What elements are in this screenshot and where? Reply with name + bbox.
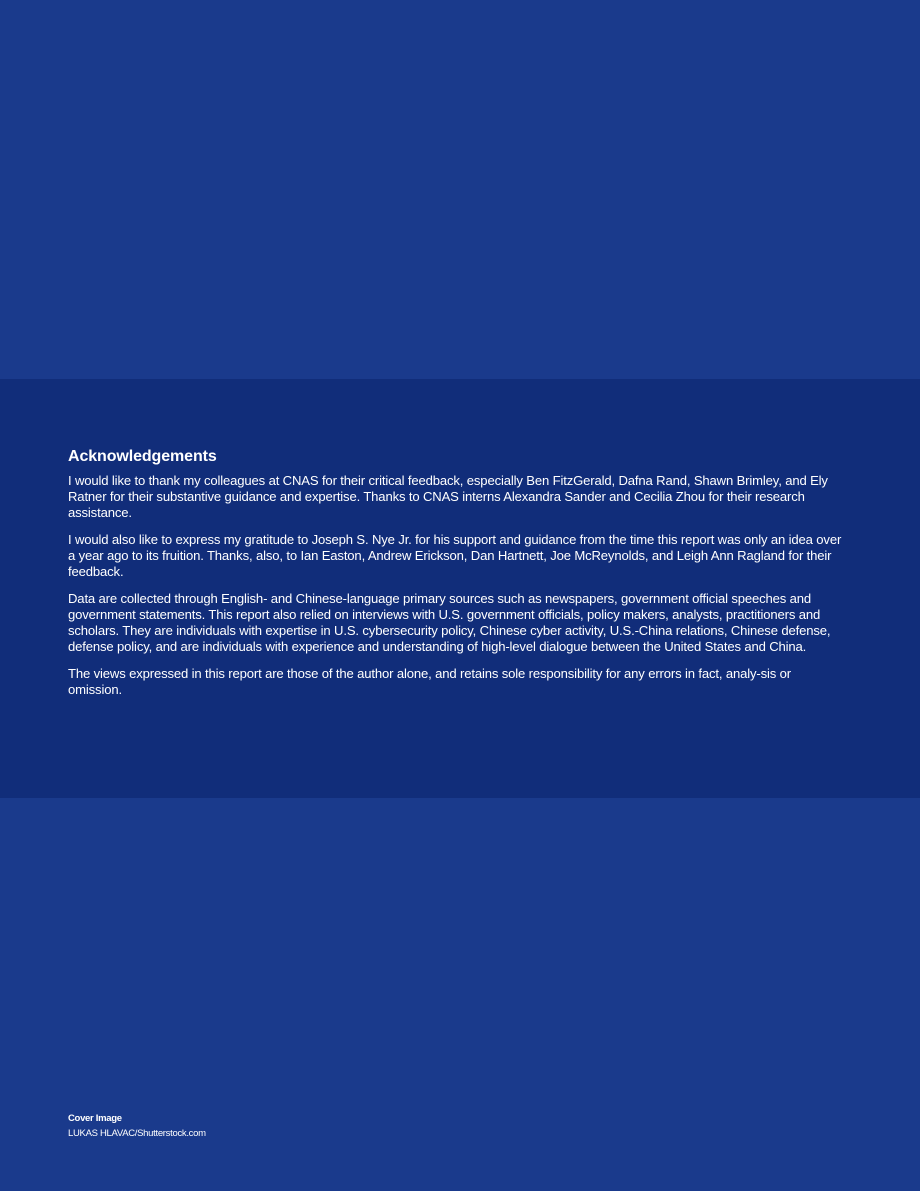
acknowledgements-paragraph: I would also like to express my gratitude to Joseph S. Nye Jr. for his support and guidance from the time this report was only an idea over a year ago to its fruition. Thanks, also, to Ian Easton, Andrew Erickson, Dan Hartnett, Joe McReynolds, and Leigh Ann Ragland for their feedback. xyxy=(68,532,842,579)
acknowledgements-paragraph: I would like to thank my colleagues at CNAS for their critical feedback, especially Ben FitzGerald, Dafna Rand, Shawn Brimley, and Ely Ratner for their substantive guidance and expertise. Thanks to CNAS interns Alexandra Sander and Cecilia Zhou for their research assistance. xyxy=(68,473,828,520)
acknowledgements-section xyxy=(68,446,843,709)
cover-image-source: LUKAS HLAVAC/Shutterstock.com xyxy=(68,1128,206,1139)
cover-image-caption: Cover Image xyxy=(68,1113,122,1124)
acknowledgements-heading: Acknowledgements xyxy=(68,448,217,465)
cover-image-credit xyxy=(68,1111,206,1141)
acknowledgements-paragraph: The views expressed in this report are those of the author alone, and retains sole responsibility for any errors in fact, analy-sis or omission. xyxy=(68,666,791,697)
acknowledgements-paragraph: Data are collected through English- and Chinese-language primary sources such as newspapers, government official speeches and government statements. This report also relied on interviews with U.S. government officials, policy makers, analysts, practitioners and scholars. They are individuals with expertise in U.S. cybersecurity policy, Chinese cyber activity, U.S.-China relations, Chinese defense, defense policy, and are individuals with experience and understanding of high-level dialogue between the United States and China. xyxy=(68,591,831,654)
